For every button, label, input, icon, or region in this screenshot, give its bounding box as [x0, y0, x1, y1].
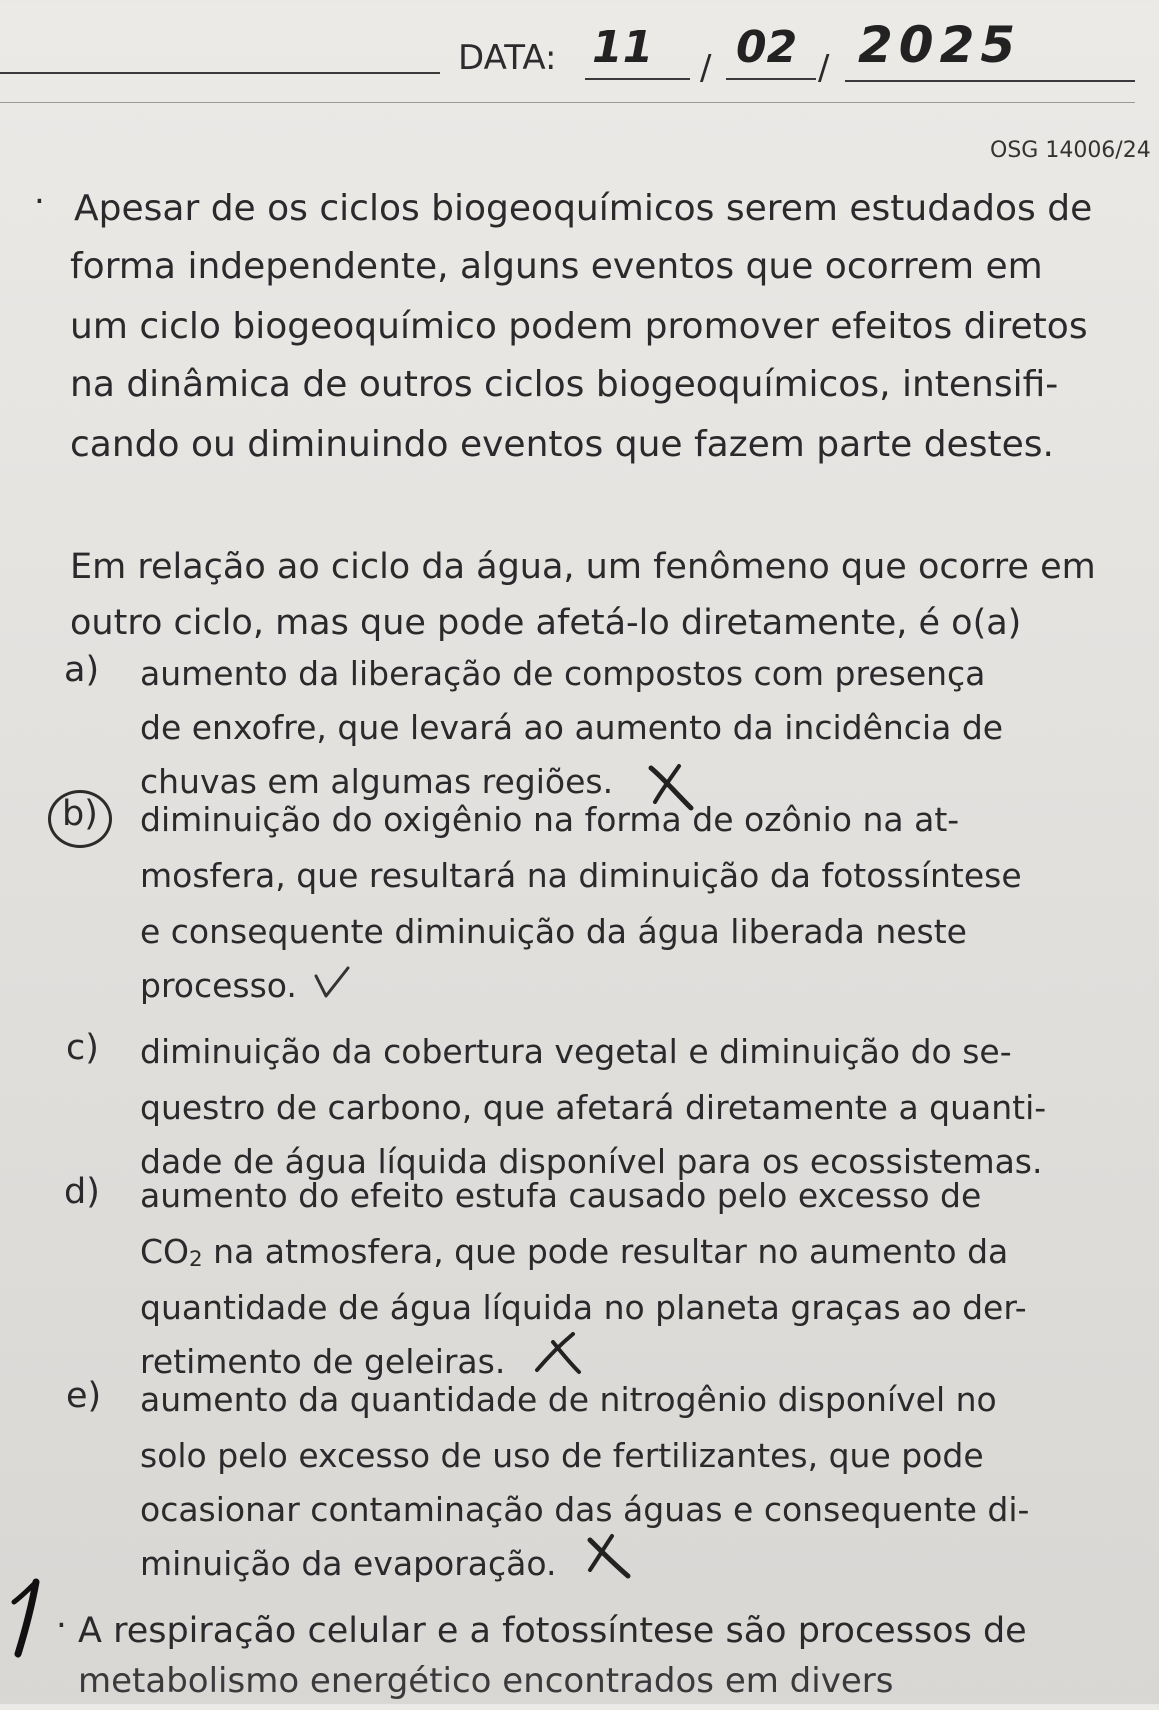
date-day-rule [585, 78, 690, 80]
date-year-rule [845, 80, 1135, 82]
stem-line: Apesar de os ciclos biogeoquímicos serem estudados de [74, 188, 1093, 229]
date-label: DATA: [458, 38, 557, 78]
question-2-marker: . [56, 1596, 67, 1636]
option-d-line-2 [140, 1232, 1008, 1272]
date-day: 11 [592, 22, 654, 73]
option-b-line: diminuição do oxigênio na forma de ozônio na at- [140, 800, 960, 839]
option-c-line: questro de carbono, que afetará diretamente a quanti- [140, 1088, 1047, 1127]
option-d-line: retimento de geleiras. [140, 1342, 506, 1381]
cross-mark-icon [533, 1330, 583, 1376]
date-year: 2025 [858, 16, 1022, 74]
top-left-rule [0, 72, 440, 74]
question-2-line: A respiração celular e a fotossíntese são processos de [78, 1611, 1027, 1651]
option-a-line: aumento da liberação de compostos com presença [140, 654, 986, 693]
option-b-label: b) [62, 794, 98, 834]
stem-line: cando ou diminuindo eventos que fazem parte destes. [70, 424, 1054, 465]
option-d-label: d) [64, 1172, 100, 1212]
co2-formula-sub: 2 [189, 1247, 203, 1273]
option-a-label: a) [64, 650, 100, 690]
cross-mark-icon [582, 1530, 632, 1580]
checkmark-icon [312, 966, 352, 1002]
option-c-label: c) [66, 1028, 99, 1068]
option-e-line: solo pelo excesso de uso de fertilizantes, que pode [140, 1436, 984, 1475]
option-c-line: diminuição da cobertura vegetal e diminuição do se- [140, 1032, 1012, 1071]
handwritten-number-mark [6, 1578, 56, 1658]
option-c-line: dade de água líquida disponível para os ecossistemas. [140, 1142, 1043, 1181]
stem-line: na dinâmica de outros ciclos biogeoquímicos, intensifi- [70, 364, 1059, 405]
header-divider [0, 102, 1135, 103]
stem-line: um ciclo biogeoquímico podem promover efeitos diretos [70, 306, 1088, 347]
date-separator-1: / [700, 48, 712, 88]
stem-line: forma independente, alguns eventos que ocorrem em [70, 246, 1043, 287]
document-code: OSG 14006/24 [990, 138, 1151, 163]
question-2-line: metabolismo energético encontrados em divers [78, 1661, 894, 1701]
option-b-line: mosfera, que resultará na diminuição da fotossíntese [140, 856, 1022, 895]
question-1-marker: . [34, 172, 45, 212]
date-separator-2: / [818, 48, 830, 88]
option-e-line: minuição da evaporação. [140, 1544, 557, 1583]
prompt-line: Em relação ao ciclo da água, um fenômeno que ocorre em [70, 547, 1096, 587]
option-d-line: quantidade de água líquida no planeta graças ao der- [140, 1288, 1027, 1327]
option-b-line: processo. [140, 966, 297, 1005]
option-a-line: de enxofre, que levará ao aumento da incidência de [140, 708, 1004, 747]
prompt-line: outro ciclo, mas que pode afetá-lo diretamente, é o(a) [70, 603, 1022, 643]
option-a-line: chuvas em algumas regiões. [140, 762, 614, 801]
option-b-line: e consequente diminuição da água liberada neste [140, 912, 967, 951]
option-d-line: na atmosfera, que pode resultar no aumento da [213, 1232, 1009, 1271]
co2-formula-base: CO [140, 1232, 190, 1271]
co2-formula [140, 1232, 203, 1271]
option-e-label: e) [66, 1376, 102, 1416]
option-d-line: aumento do efeito estufa causado pelo excesso de [140, 1176, 982, 1215]
date-month: 02 [736, 22, 798, 73]
option-e-line: aumento da quantidade de nitrogênio disponível no [140, 1380, 997, 1419]
option-e-line: ocasionar contaminação das águas e consequente di- [140, 1490, 1030, 1529]
date-month-rule [726, 78, 816, 80]
